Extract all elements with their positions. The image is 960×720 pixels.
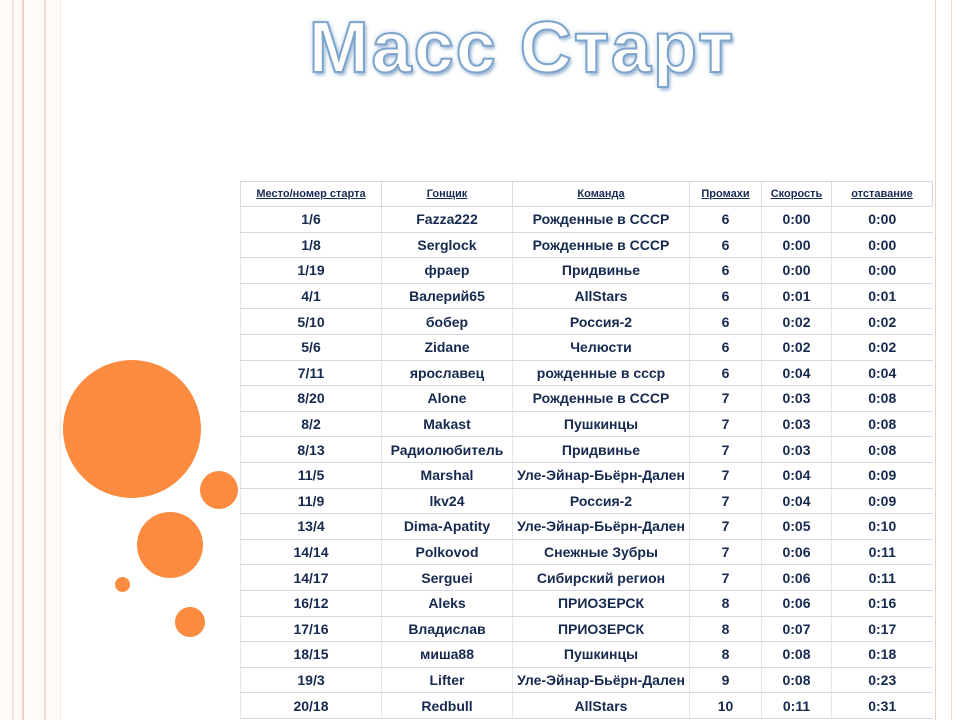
table-row bbox=[241, 514, 933, 540]
table-row bbox=[241, 411, 933, 437]
table-header-row bbox=[241, 182, 933, 207]
cell-misses: 9 bbox=[690, 667, 762, 693]
cell-lag: 0:11 bbox=[832, 539, 933, 565]
cell-team: Придвинье bbox=[513, 258, 690, 284]
cell-place: 8/13 bbox=[241, 437, 382, 463]
header-team: Команда bbox=[513, 182, 690, 207]
cell-place: 1/19 bbox=[241, 258, 382, 284]
cell-team: Придвинье bbox=[513, 437, 690, 463]
cell-team: ПРИОЗЕРСК bbox=[513, 616, 690, 642]
cell-racer: Lifter bbox=[382, 667, 513, 693]
cell-lag: 0:02 bbox=[832, 334, 933, 360]
decorative-circle-large bbox=[63, 360, 201, 498]
cell-speed: 0:07 bbox=[762, 616, 832, 642]
cell-misses: 7 bbox=[690, 539, 762, 565]
table-row bbox=[241, 437, 933, 463]
cell-team: Пушкинцы bbox=[513, 642, 690, 668]
header-racer: Гонщик bbox=[382, 182, 513, 207]
header-lag: отставание bbox=[832, 182, 933, 207]
cell-speed: 0:06 bbox=[762, 539, 832, 565]
cell-misses: 10 bbox=[690, 693, 762, 719]
table-row bbox=[241, 207, 933, 233]
cell-misses: 6 bbox=[690, 258, 762, 284]
cell-team: AllStars bbox=[513, 283, 690, 309]
table-row bbox=[241, 642, 933, 668]
cell-racer: Валерий65 bbox=[382, 283, 513, 309]
cell-place: 8/2 bbox=[241, 411, 382, 437]
cell-speed: 0:03 bbox=[762, 386, 832, 412]
cell-misses: 6 bbox=[690, 360, 762, 386]
cell-racer: Zidane bbox=[382, 334, 513, 360]
cell-speed: 0:00 bbox=[762, 207, 832, 233]
cell-lag: 0:16 bbox=[832, 590, 933, 616]
cell-lag: 0:02 bbox=[832, 309, 933, 335]
cell-speed: 0:04 bbox=[762, 488, 832, 514]
cell-speed: 0:05 bbox=[762, 514, 832, 540]
cell-place: 11/5 bbox=[241, 462, 382, 488]
cell-racer: Владислав bbox=[382, 616, 513, 642]
cell-lag: 0:09 bbox=[832, 462, 933, 488]
cell-misses: 6 bbox=[690, 309, 762, 335]
cell-team: Рожденные в СССР bbox=[513, 386, 690, 412]
cell-place: 19/3 bbox=[241, 667, 382, 693]
table-row bbox=[241, 360, 933, 386]
cell-racer: Serguei bbox=[382, 565, 513, 591]
cell-lag: 0:23 bbox=[832, 667, 933, 693]
cell-team: рожденные в ссср bbox=[513, 360, 690, 386]
cell-racer: lkv24 bbox=[382, 488, 513, 514]
cell-lag: 0:18 bbox=[832, 642, 933, 668]
cell-lag: 0:00 bbox=[832, 258, 933, 284]
slide-title: Масс Старт bbox=[308, 8, 736, 88]
table-row bbox=[241, 309, 933, 335]
cell-racer: Polkovod bbox=[382, 539, 513, 565]
cell-speed: 0:11 bbox=[762, 693, 832, 719]
cell-lag: 0:00 bbox=[832, 232, 933, 258]
cell-misses: 6 bbox=[690, 334, 762, 360]
cell-place: 14/14 bbox=[241, 539, 382, 565]
cell-misses: 6 bbox=[690, 207, 762, 233]
cell-place: 4/1 bbox=[241, 283, 382, 309]
cell-place: 16/12 bbox=[241, 590, 382, 616]
decorative-frame-line bbox=[951, 0, 952, 720]
table-row bbox=[241, 616, 933, 642]
cell-place: 1/8 bbox=[241, 232, 382, 258]
cell-place: 8/20 bbox=[241, 386, 382, 412]
cell-racer: Радиолюбитель bbox=[382, 437, 513, 463]
table-row bbox=[241, 693, 933, 719]
cell-speed: 0:08 bbox=[762, 642, 832, 668]
cell-team: AllStars bbox=[513, 693, 690, 719]
cell-team: Уле-Эйнар-Бьёрн-Дален bbox=[513, 462, 690, 488]
decorative-circle-tiny bbox=[115, 577, 130, 592]
cell-racer: Aleks bbox=[382, 590, 513, 616]
cell-misses: 6 bbox=[690, 232, 762, 258]
cell-lag: 0:00 bbox=[832, 207, 933, 233]
cell-team: Снежные Зубры bbox=[513, 539, 690, 565]
cell-place: 17/16 bbox=[241, 616, 382, 642]
cell-racer: ярославец bbox=[382, 360, 513, 386]
cell-speed: 0:04 bbox=[762, 462, 832, 488]
cell-misses: 8 bbox=[690, 590, 762, 616]
cell-racer: Marshal bbox=[382, 462, 513, 488]
cell-team: Уле-Эйнар-Бьёрн-Дален bbox=[513, 667, 690, 693]
cell-misses: 7 bbox=[690, 386, 762, 412]
decorative-circle-small-2 bbox=[175, 607, 205, 637]
cell-misses: 7 bbox=[690, 488, 762, 514]
cell-place: 18/15 bbox=[241, 642, 382, 668]
cell-lag: 0:08 bbox=[832, 437, 933, 463]
cell-place: 13/4 bbox=[241, 514, 382, 540]
cell-misses: 6 bbox=[690, 283, 762, 309]
header-misses: Промахи bbox=[690, 182, 762, 207]
cell-team: Рожденные в СССР bbox=[513, 232, 690, 258]
decorative-circle-medium bbox=[137, 512, 203, 578]
cell-racer: Dima-Apatity bbox=[382, 514, 513, 540]
cell-speed: 0:08 bbox=[762, 667, 832, 693]
cell-lag: 0:08 bbox=[832, 386, 933, 412]
cell-speed: 0:04 bbox=[762, 360, 832, 386]
cell-misses: 7 bbox=[690, 411, 762, 437]
cell-speed: 0:06 bbox=[762, 565, 832, 591]
cell-misses: 8 bbox=[690, 642, 762, 668]
cell-team: Россия-2 bbox=[513, 488, 690, 514]
cell-speed: 0:02 bbox=[762, 334, 832, 360]
cell-speed: 0:03 bbox=[762, 437, 832, 463]
cell-team: ПРИОЗЕРСК bbox=[513, 590, 690, 616]
cell-place: 5/6 bbox=[241, 334, 382, 360]
cell-racer: Serglock bbox=[382, 232, 513, 258]
cell-place: 14/17 bbox=[241, 565, 382, 591]
table-row bbox=[241, 667, 933, 693]
cell-lag: 0:17 bbox=[832, 616, 933, 642]
cell-racer: Alone bbox=[382, 386, 513, 412]
cell-place: 1/6 bbox=[241, 207, 382, 233]
table-row bbox=[241, 283, 933, 309]
cell-speed: 0:02 bbox=[762, 309, 832, 335]
table-row bbox=[241, 258, 933, 284]
header-place: Место/номер старта bbox=[241, 182, 382, 207]
table-row bbox=[241, 462, 933, 488]
cell-place: 20/18 bbox=[241, 693, 382, 719]
cell-misses: 8 bbox=[690, 616, 762, 642]
decorative-circle-small bbox=[200, 471, 238, 509]
cell-place: 11/9 bbox=[241, 488, 382, 514]
decorative-frame bbox=[935, 0, 960, 720]
cell-misses: 7 bbox=[690, 514, 762, 540]
table-row bbox=[241, 590, 933, 616]
cell-team: Челюсти bbox=[513, 334, 690, 360]
cell-team: Уле-Эйнар-Бьёрн-Дален bbox=[513, 514, 690, 540]
cell-lag: 0:01 bbox=[832, 283, 933, 309]
cell-speed: 0:03 bbox=[762, 411, 832, 437]
cell-lag: 0:04 bbox=[832, 360, 933, 386]
cell-lag: 0:10 bbox=[832, 514, 933, 540]
table-row bbox=[241, 539, 933, 565]
header-speed: Скорость bbox=[762, 182, 832, 207]
cell-team: Сибирский регион bbox=[513, 565, 690, 591]
cell-speed: 0:00 bbox=[762, 232, 832, 258]
cell-racer: Redbull bbox=[382, 693, 513, 719]
table-row bbox=[241, 232, 933, 258]
results-table bbox=[240, 181, 933, 719]
cell-team: Россия-2 bbox=[513, 309, 690, 335]
table-row bbox=[241, 386, 933, 412]
cell-lag: 0:31 bbox=[832, 693, 933, 719]
cell-speed: 0:00 bbox=[762, 258, 832, 284]
cell-racer: Fazza222 bbox=[382, 207, 513, 233]
cell-place: 5/10 bbox=[241, 309, 382, 335]
cell-racer: бобер bbox=[382, 309, 513, 335]
cell-lag: 0:11 bbox=[832, 565, 933, 591]
cell-speed: 0:06 bbox=[762, 590, 832, 616]
cell-lag: 0:09 bbox=[832, 488, 933, 514]
cell-misses: 7 bbox=[690, 462, 762, 488]
cell-misses: 7 bbox=[690, 565, 762, 591]
cell-racer: фраер bbox=[382, 258, 513, 284]
cell-lag: 0:08 bbox=[832, 411, 933, 437]
cell-misses: 7 bbox=[690, 437, 762, 463]
cell-racer: миша88 bbox=[382, 642, 513, 668]
cell-place: 7/11 bbox=[241, 360, 382, 386]
table-row bbox=[241, 565, 933, 591]
cell-team: Рожденные в СССР bbox=[513, 207, 690, 233]
table-row bbox=[241, 488, 933, 514]
cell-team: Пушкинцы bbox=[513, 411, 690, 437]
cell-speed: 0:01 bbox=[762, 283, 832, 309]
cell-racer: Makast bbox=[382, 411, 513, 437]
table-row bbox=[241, 334, 933, 360]
